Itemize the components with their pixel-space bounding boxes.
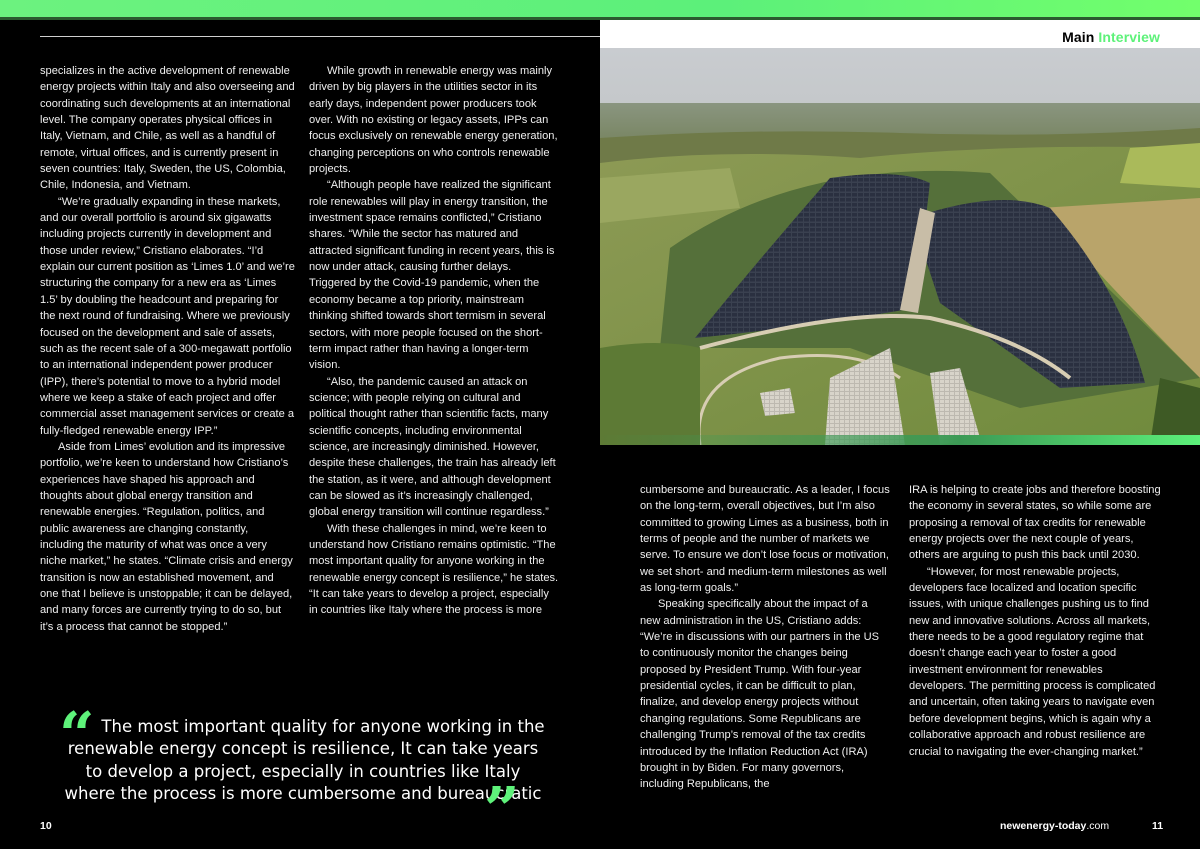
- pull-quote: [58, 716, 548, 805]
- footer-website-tld: .com: [1086, 820, 1110, 832]
- open-quote-icon: “: [59, 698, 95, 771]
- text-column-2: [309, 63, 559, 619]
- section-label-main: Main: [1062, 29, 1095, 45]
- text-column-4: [909, 482, 1161, 760]
- paragraph: “Also, the pandemic caused an attack on science; with people relying on cultural and political thought rather than scientific facts, many scientific concepts, including environmental science, are increasingly diminished. However, despite these challenges, the train has already left the station, as it were, and although development can be slowed as it’s increasingly challenged, global energy transition will continue regardless.”: [309, 375, 556, 519]
- footer-website-domain: newenergy-today: [1000, 820, 1087, 832]
- paragraph: specializes in the active development of renewable energy projects within Italy and also overseeing and coordinating such developments at an international level. The company operates physical offices in Italy, Vietnam, and Chile, as well as a handful of remote, virtual offices, and is currently present in seven countries: Italy, Sweden, the US, Colombia, Chile, Indonesia, and Vietnam.: [40, 65, 295, 192]
- paragraph: Aside from Limes’ evolution and its impressive portfolio, we’re keen to understand how Cristiano’s experiences have shaped his approach and thoughts about global energy transition and renewable energies. “Regulation, politics, and public awareness are changing constantly, including the maturity of what was once a very niche market,” he states. “Climate crisis and energy transition is now an established movement, and one that I believe is unstoppable; it can be delayed, and many forces are currently trying to do so, but it’s a process that cannot be stopped.”: [40, 440, 293, 633]
- top-accent-bar: [0, 0, 1200, 17]
- paragraph: Speaking specifically about the impact of a new administration in the US, Cristiano adds: “We’re in discussions with our partners in the US to continuously monitor the changes being proposed by President Trump. With four-year presidential cycles, it can be difficult to plan, finalize, and develop energy projects without changing regulations. Some Republicans are challenging Trump’s removal of the tax credits introduced by the Inflation Reduction Act (IRA) brought in by Biden. For many governors, including Republicans, the: [640, 598, 880, 791]
- paragraph: “Although people have realized the significant role renewables will play in energy transition, the investment space remains conflicted,” Cristiano shares. “While the sector has matured and attracted significant funding in recent years, this is now under attack, causing further delays. Triggered by the Covid-19 pandemic, when the economy became a top priority, mainstream thinking shifted towards short termism in several sectors, with more people focused on the short-term impact rather than having a longer-term vision.: [309, 179, 555, 372]
- paragraph: With these challenges in mind, we’re keen to understand how Cristiano remains optimistic. “The most important quality for anyone working in the renewable energy concept is resilience,” he states. “It can take years to develop a project, especially in countries like Italy where the process is more: [309, 522, 559, 617]
- page-number-right: 11: [1152, 820, 1164, 832]
- paragraph: “We’re gradually expanding in these markets, and our overall portfolio is around six gigawatts including projects currently in development and those under review,” Cristiano elaborates. “I’d explain our current position as ‘Limes 1.0’ and we’re structuring the company for a new era as ‘Limes 1.5’ by doubling the headcount and preparing for the next round of fundraising. Where we previously focused on the development and sale of assets, such as the recent sale of a 300-megawatt portfolio to an international independent power producer (IPP), there’s potential to move to a hybrid model where we keep a stake of each project and offer commercial asset management services or create a fully-fledged renewable energy IPP.”: [40, 195, 295, 437]
- aerial-solar-farm-photo: [600, 48, 1200, 445]
- header-rule: [40, 36, 600, 37]
- paragraph: IRA is helping to create jobs and therefore boosting the economy in several states, so while some are proposing a removal of tax credits for renewable energy projects over the next couple of years, others are arguing to push this back until 2030.: [909, 484, 1161, 562]
- section-label: [1062, 29, 1160, 45]
- pull-quote-text: The most important quality for anyone working in the renewable energy concept is resilience, It can take years to develop a project, especially in countries like Italy where the process is more cumbersome and bureaucratic: [64, 717, 545, 803]
- paragraph: While growth in renewable energy was mainly driven by big players in the utilities sector in its early days, independent power producers took over. With no existing or legacy assets, IPPs can focus exclusively on renewable energy generation, changing perceptions on who controls renewable projects.: [309, 65, 558, 176]
- text-column-1: [40, 63, 295, 635]
- footer-website[interactable]: [1000, 820, 1109, 832]
- section-label-accent: Interview: [1098, 29, 1160, 45]
- paragraph: cumbersome and bureaucratic. As a leader, I focus on the long-term, overall objectives, but I’m also committed to growing Limes as a business, both in terms of people and the number of markets we serve. To ensure we don’t lose focus or motivation, we set short- and medium-term milestones as well as long-term goals.”: [640, 484, 890, 595]
- close-quote-icon: ”: [484, 773, 520, 846]
- page-number-left: 10: [40, 820, 52, 832]
- text-column-3: [640, 482, 890, 793]
- paragraph: “However, for most renewable projects, developers face localized and location specific issues, with unique challenges pushing us to find new and innovative solutions. Across all markets, there needs to be a good regulatory regime that doesn’t change each year to foster a good investment environment for renewables developers. The permitting process is complicated and uncertain, often taking years to navigate even before development begins, which is again why a collaborative approach and robust resilience are crucial to navigating the ever-changing market.”: [909, 565, 1156, 758]
- photo-accent-bar: [600, 435, 1200, 445]
